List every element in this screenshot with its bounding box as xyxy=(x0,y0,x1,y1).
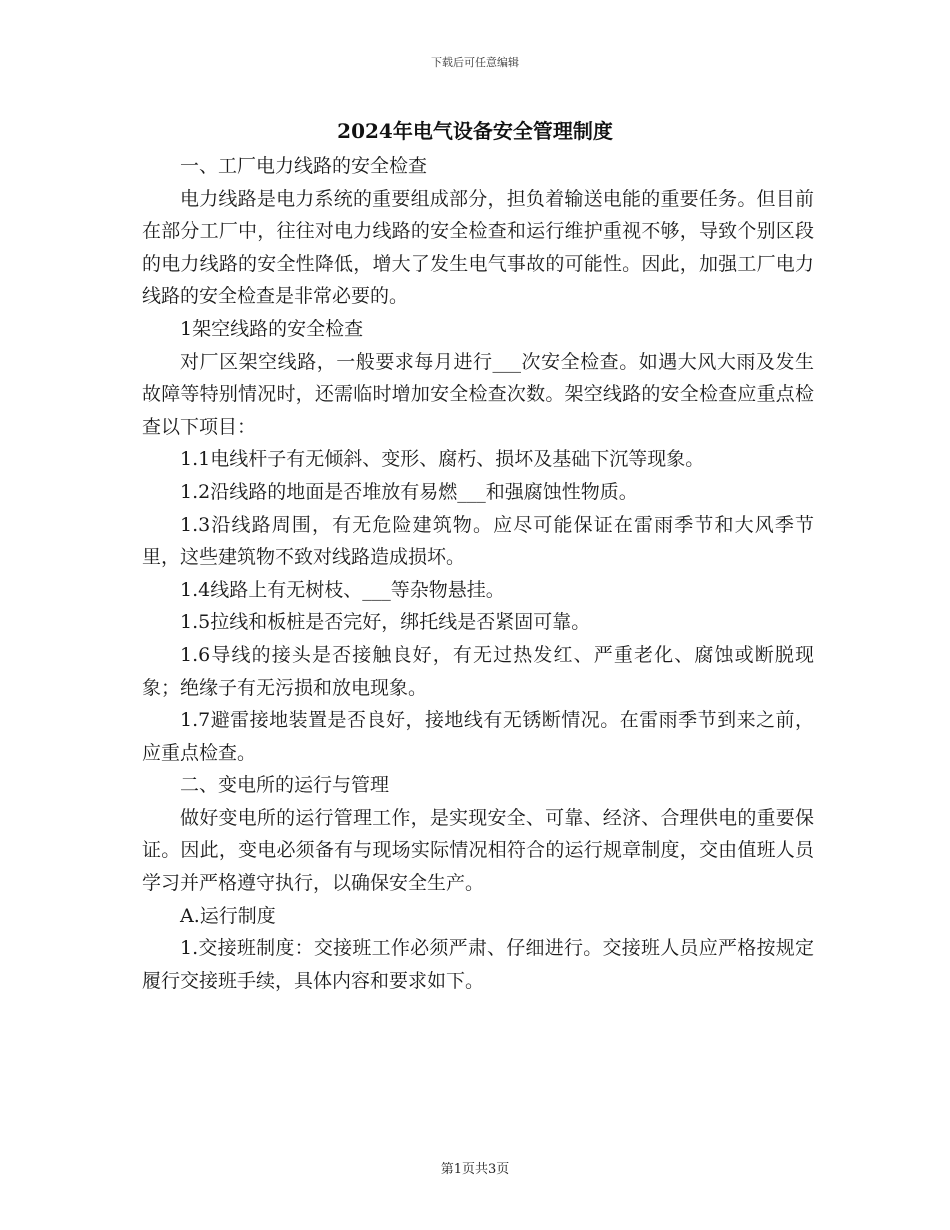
paragraph: 1.交接班制度：交接班工作必须严肃、仔细进行。交接班人员应严格按规定履行交接班手续，具体内容和要求如下。 xyxy=(142,937,814,992)
list-item: 1.4线路上有无树枝、___等杂物悬挂。 xyxy=(180,578,505,601)
page-footer: 第1页共3页 xyxy=(440,1162,510,1177)
list-item: 1.2沿线路的地面是否堆放有易燃___和强腐蚀性物质。 xyxy=(180,480,638,503)
subsection-heading: A.运行制度 xyxy=(180,904,276,927)
paragraph: 做好变电所的运行管理工作，是实现安全、可靠、经济、合理供电的重要保证。因此，变电必须备有与现场实际情况相符合的运行规章制度，交由值班人员学习并严格遵守执行，以确保安全生产。 xyxy=(142,806,814,895)
header-note: 下载后可任意编辑 xyxy=(431,56,519,69)
list-item: 1.7避雷接地装置是否良好，接地线有无锈断情况。在雷雨季节到来之前，应重点检查。 xyxy=(142,709,814,764)
paragraph: 对厂区架空线路，一般要求每月进行___次安全检查。如遇大风大雨及发生故障等特别情况时，还需临时增加安全检查次数。架空线路的安全检查应重点检查以下项目： xyxy=(142,350,814,438)
list-item: 1.3沿线路周围，有无危险建筑物。应尽可能保证在雷雨季节和大风季节里，这些建筑物不致对线路造成损坏。 xyxy=(142,513,814,569)
list-item: 1.1电线杆子有无倾斜、变形、腐朽、损坏及基础下沉等现象。 xyxy=(180,448,705,471)
subsection-heading: 1架空线路的安全检查 xyxy=(180,317,364,340)
list-item: 1.5拉线和板桩是否完好，绑托线是否紧固可靠。 xyxy=(180,611,591,634)
list-item: 1.6导线的接头是否接触良好，有无过热发红、严重老化、腐蚀或断脱现象；绝缘子有无污损和放电现象。 xyxy=(142,643,814,699)
section-heading: 一、工厂电力线路的安全检查 xyxy=(180,155,428,177)
paragraph: 电力线路是电力系统的重要组成部分，担负着输送电能的重要任务。但目前在部分工厂中，往往对电力线路的安全检查和运行维护重视不够，导致个别区段的电力线路的安全性降低，增大了发生电气事故的可能性。因此，加强工厂电力线路的安全检查是非常必要的。 xyxy=(142,187,814,308)
document-title: 2024年电气设备安全管理制度 xyxy=(337,119,613,143)
document-body xyxy=(142,150,814,997)
section-heading: 二、变电所的运行与管理 xyxy=(180,774,390,797)
